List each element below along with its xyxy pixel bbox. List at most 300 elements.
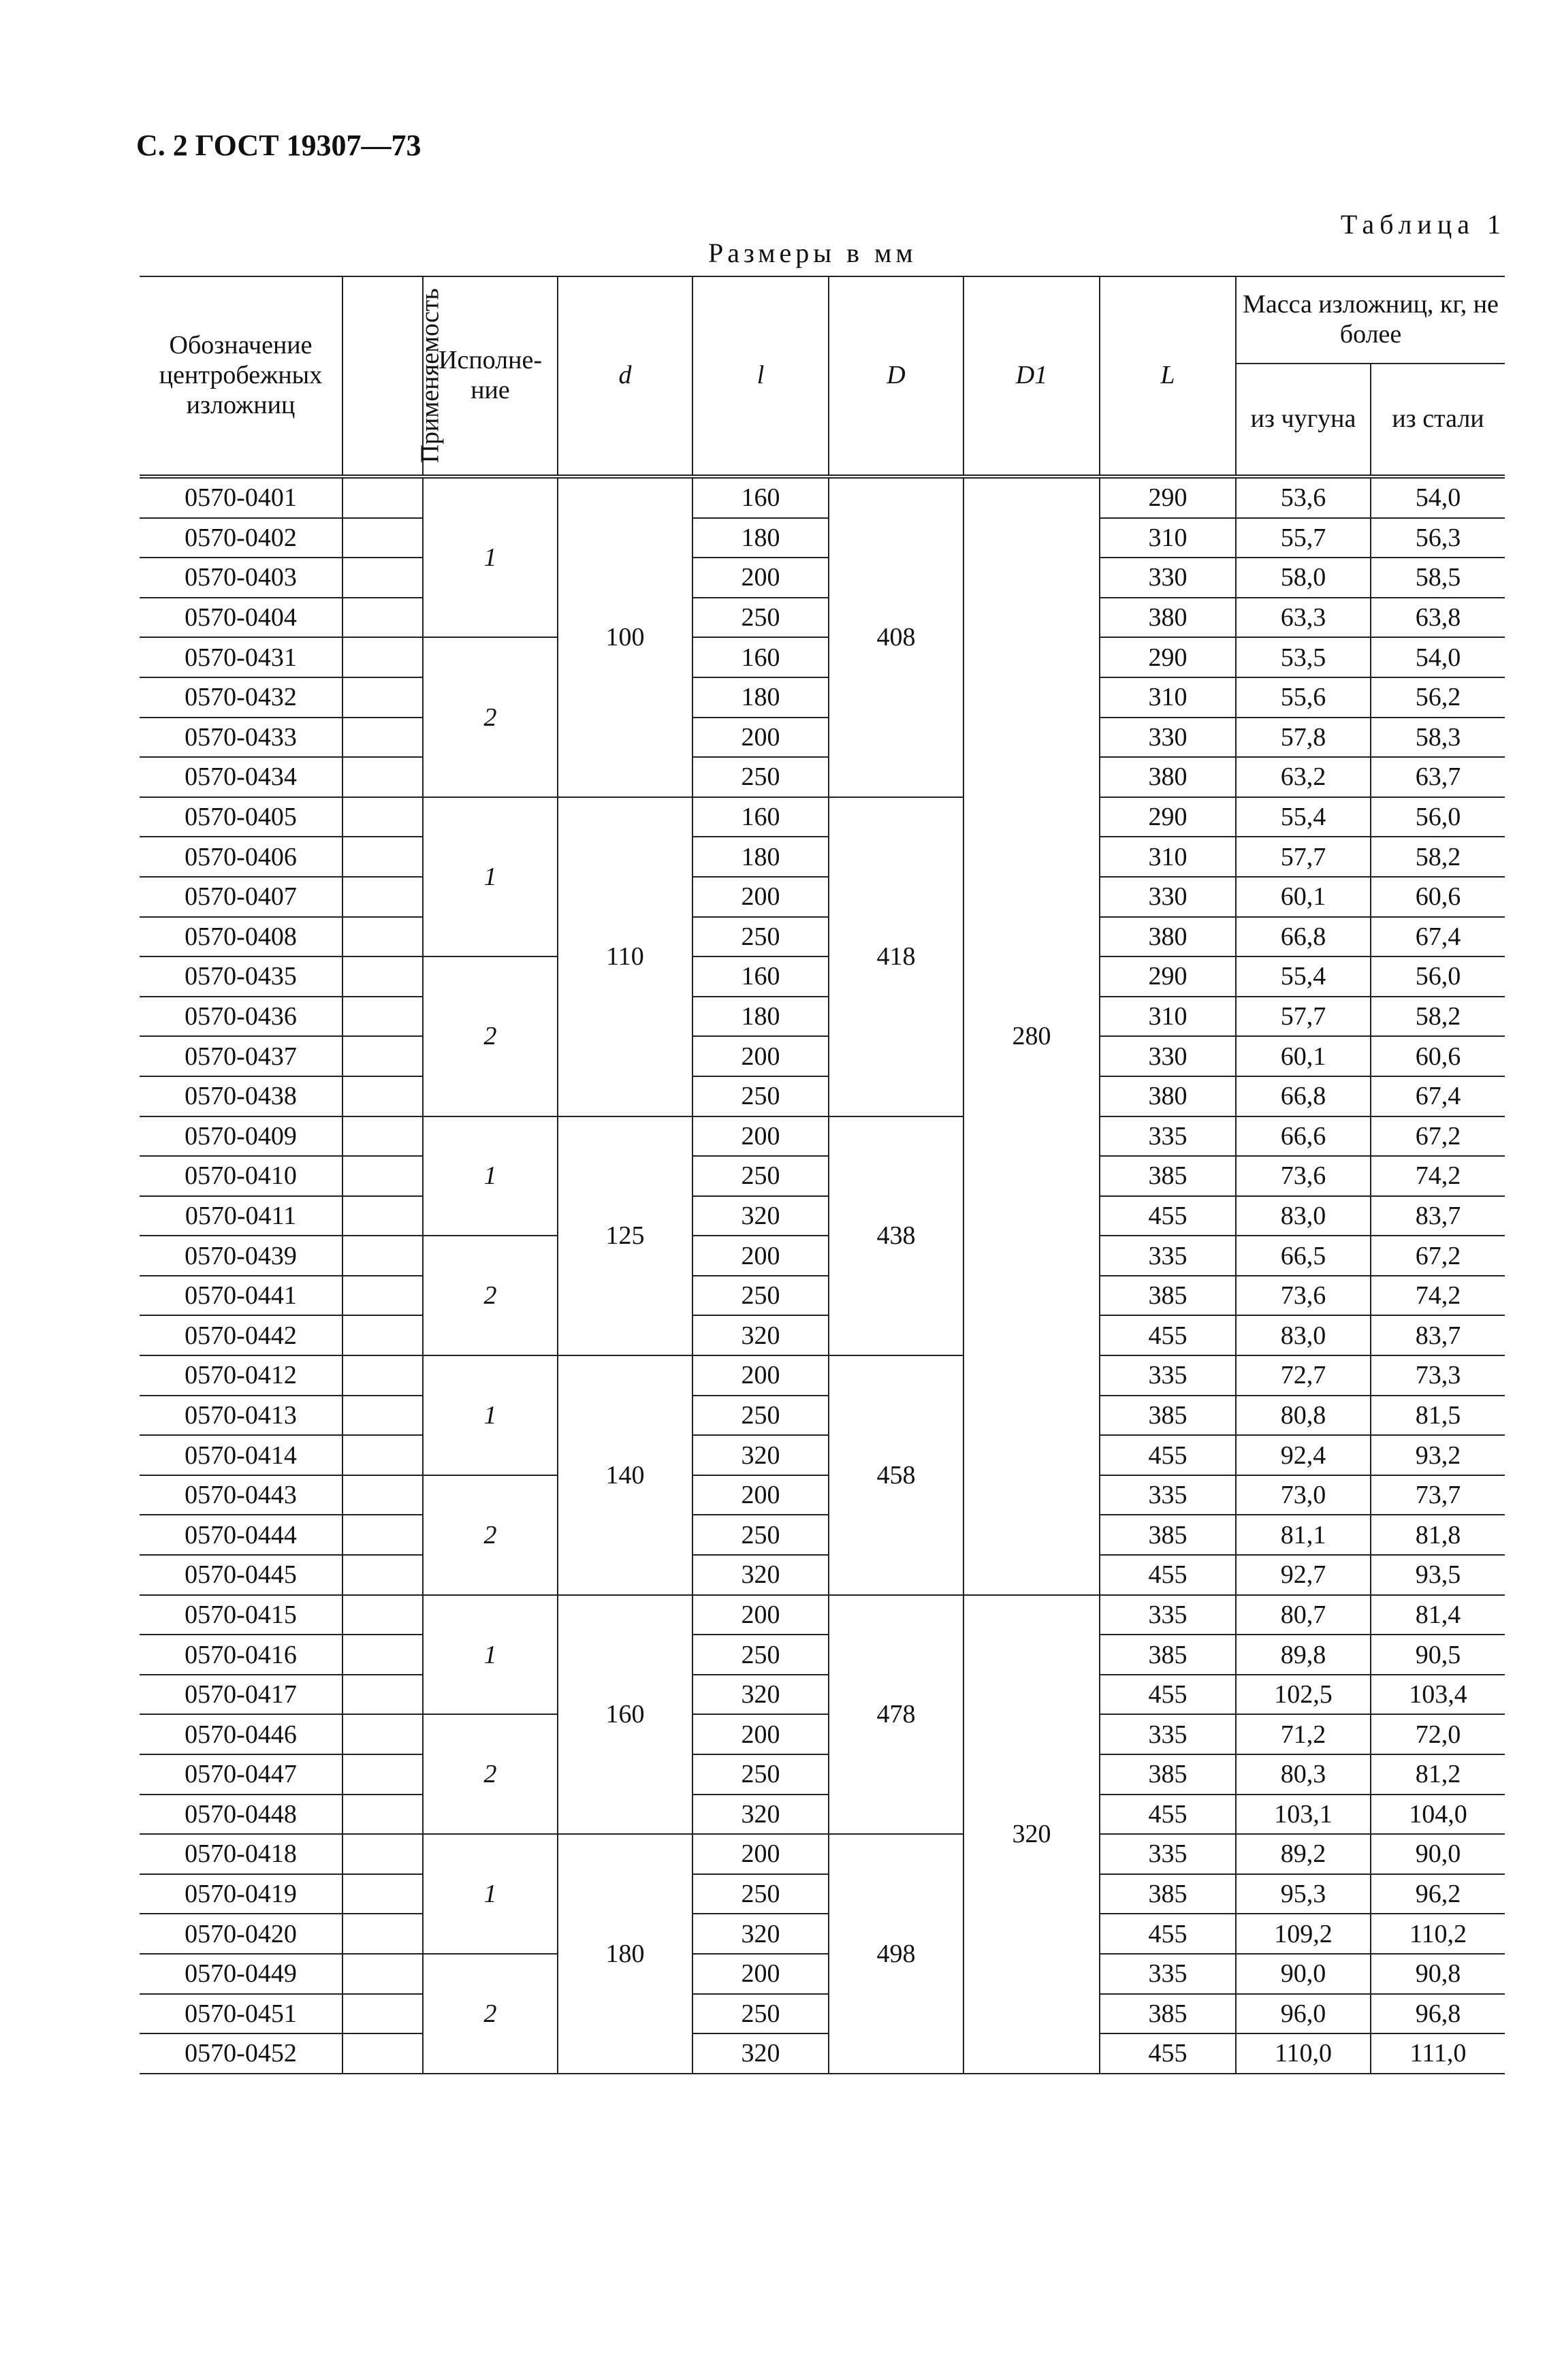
- L-cell: 385: [1100, 1396, 1236, 1436]
- l-cell: 200: [692, 1036, 829, 1076]
- applicability-cell: [342, 1315, 423, 1355]
- col-D: D: [829, 276, 963, 477]
- col-mass-steel: из стали: [1371, 364, 1505, 477]
- table-row: [140, 1156, 1505, 1196]
- mass-steel-cell: 104,0: [1371, 1795, 1505, 1835]
- table-row: [140, 1994, 1505, 2034]
- mass-iron-cell: 72,7: [1236, 1355, 1371, 1396]
- mass-steel-cell: 110,2: [1371, 1914, 1505, 1954]
- mass-iron-cell: 60,1: [1236, 1036, 1371, 1076]
- mass-iron-cell: 110,0: [1236, 2033, 1371, 2074]
- table-row: [140, 1714, 1505, 1754]
- table-row: [140, 757, 1505, 797]
- mass-iron-cell: 58,0: [1236, 558, 1371, 598]
- mass-steel-cell: 58,5: [1371, 558, 1505, 598]
- mass-steel-cell: 96,8: [1371, 1994, 1505, 2034]
- l-cell: 160: [692, 956, 829, 997]
- applicability-cell: [342, 598, 423, 638]
- d-cell: 110: [558, 797, 692, 1116]
- designation-cell: 0570-0433: [140, 718, 342, 758]
- L-cell: 310: [1100, 518, 1236, 558]
- applicability-cell: [342, 558, 423, 598]
- designation-cell: 0570-0416: [140, 1635, 342, 1675]
- designation-cell: 0570-0437: [140, 1036, 342, 1076]
- applicability-cell: [342, 1156, 423, 1196]
- table-label: Таблица 1: [1340, 209, 1506, 240]
- applicability-cell: [342, 797, 423, 837]
- L-cell: 335: [1100, 1236, 1236, 1276]
- mass-steel-cell: 67,4: [1371, 1076, 1505, 1116]
- applicability-cell: [342, 1116, 423, 1157]
- version-cell: 1: [423, 1116, 558, 1236]
- d-cell: 140: [558, 1355, 692, 1595]
- col-applicability: [342, 276, 445, 477]
- d-cell: 100: [558, 477, 692, 797]
- mass-iron-cell: 57,8: [1236, 718, 1371, 758]
- mass-steel-cell: 60,6: [1371, 877, 1505, 917]
- version-cell: 2: [423, 956, 558, 1116]
- mass-iron-cell: 71,2: [1236, 1714, 1371, 1754]
- L-cell: 455: [1100, 1795, 1236, 1835]
- mass-iron-cell: 66,8: [1236, 917, 1371, 957]
- mass-steel-cell: 58,3: [1371, 718, 1505, 758]
- designation-cell: 0570-0404: [140, 598, 342, 638]
- applicability-cell: [342, 1874, 423, 1914]
- L-cell: 455: [1100, 1315, 1236, 1355]
- l-cell: 200: [692, 558, 829, 598]
- l-cell: 200: [692, 718, 829, 758]
- mass-steel-cell: 73,7: [1371, 1475, 1505, 1515]
- L-cell: 385: [1100, 1994, 1236, 2034]
- L-cell: 335: [1100, 1475, 1236, 1515]
- mass-iron-cell: 92,7: [1236, 1555, 1371, 1595]
- designation-cell: 0570-0439: [140, 1236, 342, 1276]
- l-cell: 200: [692, 1475, 829, 1515]
- L-cell: 335: [1100, 1355, 1236, 1396]
- table-row: [140, 1795, 1505, 1835]
- table-row: [140, 1515, 1505, 1555]
- applicability-cell: [342, 1355, 423, 1396]
- l-cell: 200: [692, 1834, 829, 1874]
- table-row: [140, 598, 1505, 638]
- L-cell: 385: [1100, 1874, 1236, 1914]
- applicability-cell: [342, 1914, 423, 1954]
- applicability-cell: [342, 1076, 423, 1116]
- mass-steel-cell: 81,4: [1371, 1595, 1505, 1635]
- mass-steel-cell: 103,4: [1371, 1675, 1505, 1715]
- designation-cell: 0570-0405: [140, 797, 342, 837]
- table-row: [140, 1555, 1505, 1595]
- mass-steel-cell: 67,2: [1371, 1116, 1505, 1157]
- designation-cell: 0570-0432: [140, 677, 342, 718]
- L-cell: 330: [1100, 1036, 1236, 1076]
- applicability-cell: [342, 1435, 423, 1475]
- table-row: [140, 1874, 1505, 1914]
- applicability-cell: [342, 1515, 423, 1555]
- applicability-cell: [342, 1675, 423, 1715]
- table-row: [140, 1475, 1505, 1515]
- applicability-cell: [342, 637, 423, 677]
- designation-cell: 0570-0442: [140, 1315, 342, 1355]
- L-cell: 290: [1100, 797, 1236, 837]
- l-cell: 320: [692, 1435, 829, 1475]
- l-cell: 320: [692, 1675, 829, 1715]
- l-cell: 250: [692, 1994, 829, 2034]
- mass-iron-cell: 80,8: [1236, 1396, 1371, 1436]
- designation-cell: 0570-0438: [140, 1076, 342, 1116]
- applicability-cell: [342, 1834, 423, 1874]
- mass-iron-cell: 55,6: [1236, 677, 1371, 718]
- table-row: [140, 1076, 1505, 1116]
- D-cell: 418: [829, 797, 963, 1116]
- mass-steel-cell: 81,8: [1371, 1515, 1505, 1555]
- mass-steel-cell: 54,0: [1371, 637, 1505, 677]
- L-cell: 290: [1100, 956, 1236, 997]
- L-cell: 380: [1100, 757, 1236, 797]
- table-row: [140, 837, 1505, 877]
- designation-cell: 0570-0418: [140, 1834, 342, 1874]
- L-cell: 310: [1100, 837, 1236, 877]
- designation-cell: 0570-0411: [140, 1196, 342, 1236]
- table-row: [140, 997, 1505, 1037]
- applicability-cell: [342, 1754, 423, 1795]
- mass-steel-cell: 90,8: [1371, 1954, 1505, 1994]
- applicability-cell: [342, 877, 423, 917]
- mass-steel-cell: 74,2: [1371, 1276, 1505, 1316]
- L-cell: 335: [1100, 1714, 1236, 1754]
- mass-iron-cell: 95,3: [1236, 1874, 1371, 1914]
- table-row: [140, 2033, 1505, 2074]
- table-row: [140, 1834, 1505, 1874]
- version-cell: 1: [423, 797, 558, 956]
- L-cell: 385: [1100, 1156, 1236, 1196]
- col-d: d: [558, 276, 692, 477]
- applicability-cell: [342, 1994, 423, 2034]
- l-cell: 250: [692, 1156, 829, 1196]
- mass-iron-cell: 66,6: [1236, 1116, 1371, 1157]
- L-cell: 380: [1100, 598, 1236, 638]
- version-cell: 2: [423, 1954, 558, 2074]
- mass-steel-cell: 74,2: [1371, 1156, 1505, 1196]
- col-mass-iron: из чугуна: [1236, 364, 1371, 477]
- page-title: С. 2 ГОСТ 19307—73: [136, 129, 421, 162]
- mass-iron-cell: 55,4: [1236, 956, 1371, 997]
- l-cell: 250: [692, 1754, 829, 1795]
- l-cell: 320: [692, 1196, 829, 1236]
- mass-steel-cell: 60,6: [1371, 1036, 1505, 1076]
- designation-cell: 0570-0413: [140, 1396, 342, 1436]
- mass-steel-cell: 56,3: [1371, 518, 1505, 558]
- mass-iron-cell: 53,6: [1236, 477, 1371, 518]
- applicability-cell: [342, 518, 423, 558]
- designation-cell: 0570-0441: [140, 1276, 342, 1316]
- D1-cell: 320: [963, 1595, 1100, 2074]
- col-l: l: [692, 276, 829, 477]
- applicability-cell: [342, 718, 423, 758]
- table-row: [140, 1914, 1505, 1954]
- table-row: [140, 1954, 1505, 1994]
- mass-iron-cell: 73,6: [1236, 1276, 1371, 1316]
- mass-iron-cell: 63,2: [1236, 757, 1371, 797]
- L-cell: 385: [1100, 1635, 1236, 1675]
- applicability-cell: [342, 2033, 423, 2074]
- designation-cell: 0570-0414: [140, 1435, 342, 1475]
- L-cell: 330: [1100, 558, 1236, 598]
- mass-iron-cell: 80,3: [1236, 1754, 1371, 1795]
- table-row: [140, 1754, 1505, 1795]
- applicability-cell: [342, 757, 423, 797]
- mass-steel-cell: 93,2: [1371, 1435, 1505, 1475]
- l-cell: 250: [692, 1396, 829, 1436]
- l-cell: 320: [692, 2033, 829, 2074]
- L-cell: 380: [1100, 917, 1236, 957]
- l-cell: 250: [692, 598, 829, 638]
- designation-cell: 0570-0408: [140, 917, 342, 957]
- mass-steel-cell: 63,7: [1371, 757, 1505, 797]
- mass-steel-cell: 83,7: [1371, 1196, 1505, 1236]
- applicability-cell: [342, 677, 423, 718]
- D-cell: 458: [829, 1355, 963, 1595]
- table-row: [140, 477, 1505, 518]
- mass-iron-cell: 109,2: [1236, 1914, 1371, 1954]
- designation-cell: 0570-0431: [140, 637, 342, 677]
- version-cell: 1: [423, 1595, 558, 1715]
- table-row: [140, 956, 1505, 997]
- table-body: [140, 477, 1505, 2074]
- units-caption: Размеры в мм: [708, 238, 917, 268]
- mass-iron-cell: 66,8: [1236, 1076, 1371, 1116]
- designation-cell: 0570-0419: [140, 1874, 342, 1914]
- L-cell: 385: [1100, 1754, 1236, 1795]
- L-cell: 335: [1100, 1954, 1236, 1994]
- mass-iron-cell: 73,0: [1236, 1475, 1371, 1515]
- mass-steel-cell: 56,0: [1371, 956, 1505, 997]
- mass-steel-cell: 56,2: [1371, 677, 1505, 718]
- L-cell: 455: [1100, 1555, 1236, 1595]
- L-cell: 330: [1100, 877, 1236, 917]
- d-cell: 160: [558, 1595, 692, 1835]
- l-cell: 180: [692, 837, 829, 877]
- mass-steel-cell: 56,0: [1371, 797, 1505, 837]
- L-cell: 335: [1100, 1595, 1236, 1635]
- L-cell: 455: [1100, 1914, 1236, 1954]
- designation-cell: 0570-0401: [140, 477, 342, 518]
- l-cell: 320: [692, 1795, 829, 1835]
- applicability-cell: [342, 1795, 423, 1835]
- L-cell: 385: [1100, 1276, 1236, 1316]
- L-cell: 455: [1100, 1675, 1236, 1715]
- designation-cell: 0570-0406: [140, 837, 342, 877]
- designation-cell: 0570-0443: [140, 1475, 342, 1515]
- mass-iron-cell: 60,1: [1236, 877, 1371, 917]
- table-row: [140, 877, 1505, 917]
- version-cell: 2: [423, 1714, 558, 1834]
- designation-cell: 0570-0452: [140, 2033, 342, 2074]
- applicability-cell: [342, 917, 423, 957]
- mass-iron-cell: 57,7: [1236, 837, 1371, 877]
- version-cell: 1: [423, 1355, 558, 1475]
- designation-cell: 0570-0436: [140, 997, 342, 1037]
- mass-steel-cell: 81,5: [1371, 1396, 1505, 1436]
- mass-steel-cell: 96,2: [1371, 1874, 1505, 1914]
- mass-iron-cell: 83,0: [1236, 1315, 1371, 1355]
- applicability-cell: [342, 1036, 423, 1076]
- D1-cell: 280: [963, 477, 1100, 1595]
- table-row: [140, 917, 1505, 957]
- applicability-cell: [342, 1475, 423, 1515]
- D-cell: 408: [829, 477, 963, 797]
- l-cell: 320: [692, 1315, 829, 1355]
- table-row: [140, 1635, 1505, 1675]
- L-cell: 310: [1100, 677, 1236, 718]
- l-cell: 250: [692, 1874, 829, 1914]
- table-row: [140, 797, 1505, 837]
- D-cell: 438: [829, 1116, 963, 1356]
- mass-steel-cell: 81,2: [1371, 1754, 1505, 1795]
- l-cell: 200: [692, 1355, 829, 1396]
- l-cell: 180: [692, 518, 829, 558]
- designation-cell: 0570-0449: [140, 1954, 342, 1994]
- mass-steel-cell: 67,2: [1371, 1236, 1505, 1276]
- mass-iron-cell: 80,7: [1236, 1595, 1371, 1635]
- table-row: [140, 718, 1505, 758]
- version-cell: 2: [423, 1236, 558, 1355]
- l-cell: 200: [692, 877, 829, 917]
- designation-cell: 0570-0417: [140, 1675, 342, 1715]
- mass-steel-cell: 90,5: [1371, 1635, 1505, 1675]
- mass-steel-cell: 90,0: [1371, 1834, 1505, 1874]
- L-cell: 455: [1100, 1435, 1236, 1475]
- l-cell: 160: [692, 477, 829, 518]
- table-row: [140, 1396, 1505, 1436]
- mass-iron-cell: 73,6: [1236, 1156, 1371, 1196]
- designation-cell: 0570-0447: [140, 1754, 342, 1795]
- designation-cell: 0570-0451: [140, 1994, 342, 2034]
- L-cell: 380: [1100, 1076, 1236, 1116]
- table-row: [140, 558, 1505, 598]
- table-row: [140, 637, 1505, 677]
- designation-cell: 0570-0402: [140, 518, 342, 558]
- L-cell: 330: [1100, 718, 1236, 758]
- mass-steel-cell: 83,7: [1371, 1315, 1505, 1355]
- mass-steel-cell: 93,5: [1371, 1555, 1505, 1595]
- mass-steel-cell: 72,0: [1371, 1714, 1505, 1754]
- applicability-cell: [342, 1396, 423, 1436]
- mass-steel-cell: 63,8: [1371, 598, 1505, 638]
- l-cell: 250: [692, 1276, 829, 1316]
- L-cell: 290: [1100, 637, 1236, 677]
- col-mass: Масса изложниц, кг, не более: [1236, 276, 1505, 364]
- designation-cell: 0570-0445: [140, 1555, 342, 1595]
- mass-iron-cell: 89,2: [1236, 1834, 1371, 1874]
- table-row: [140, 518, 1505, 558]
- table-row: [140, 1315, 1505, 1355]
- designation-cell: 0570-0435: [140, 956, 342, 997]
- L-cell: 385: [1100, 1515, 1236, 1555]
- mass-iron-cell: 83,0: [1236, 1196, 1371, 1236]
- mass-steel-cell: 58,2: [1371, 997, 1505, 1037]
- designation-cell: 0570-0403: [140, 558, 342, 598]
- mass-steel-cell: 67,4: [1371, 917, 1505, 957]
- l-cell: 200: [692, 1714, 829, 1754]
- version-cell: 1: [423, 477, 558, 637]
- mass-iron-cell: 66,5: [1236, 1236, 1371, 1276]
- version-cell: 2: [423, 637, 558, 797]
- applicability-cell: [342, 1276, 423, 1316]
- applicability-cell: [342, 1595, 423, 1635]
- designation-cell: 0570-0409: [140, 1116, 342, 1157]
- d-cell: 125: [558, 1116, 692, 1356]
- mass-steel-cell: 73,3: [1371, 1355, 1505, 1396]
- table-row: [140, 1276, 1505, 1316]
- table-row: [140, 1116, 1505, 1157]
- applicability-cell: [342, 956, 423, 997]
- l-cell: 250: [692, 917, 829, 957]
- applicability-cell: [342, 1196, 423, 1236]
- l-cell: 160: [692, 797, 829, 837]
- version-cell: 1: [423, 1834, 558, 1954]
- l-cell: 250: [692, 1515, 829, 1555]
- table-row: [140, 1036, 1505, 1076]
- table-row: [140, 1196, 1505, 1236]
- l-cell: 250: [692, 757, 829, 797]
- applicability-cell: [342, 1635, 423, 1675]
- dimensions-table: [140, 276, 1505, 2074]
- mass-steel-cell: 54,0: [1371, 477, 1505, 518]
- designation-cell: 0570-0446: [140, 1714, 342, 1754]
- mass-iron-cell: 96,0: [1236, 1994, 1371, 2034]
- l-cell: 250: [692, 1635, 829, 1675]
- mass-iron-cell: 92,4: [1236, 1435, 1371, 1475]
- l-cell: 180: [692, 677, 829, 718]
- table-row: [140, 1236, 1505, 1276]
- mass-steel-cell: 58,2: [1371, 837, 1505, 877]
- designation-cell: 0570-0420: [140, 1914, 342, 1954]
- l-cell: 200: [692, 1595, 829, 1635]
- l-cell: 180: [692, 997, 829, 1037]
- l-cell: 200: [692, 1954, 829, 1994]
- applicability-cell: [342, 1555, 423, 1595]
- L-cell: 455: [1100, 2033, 1236, 2074]
- mass-iron-cell: 90,0: [1236, 1954, 1371, 1994]
- mass-iron-cell: 53,5: [1236, 637, 1371, 677]
- mass-iron-cell: 55,4: [1236, 797, 1371, 837]
- designation-cell: 0570-0410: [140, 1156, 342, 1196]
- applicability-cell: [342, 1236, 423, 1276]
- col-applicability-label: Применяемость: [415, 288, 445, 464]
- l-cell: 320: [692, 1555, 829, 1595]
- col-L: L: [1100, 276, 1236, 477]
- mass-iron-cell: 63,3: [1236, 598, 1371, 638]
- l-cell: 200: [692, 1116, 829, 1157]
- mass-iron-cell: 55,7: [1236, 518, 1371, 558]
- applicability-cell: [342, 837, 423, 877]
- applicability-cell: [342, 1954, 423, 1994]
- col-designation: Обозначение центробежных изложниц: [140, 276, 342, 477]
- L-cell: 455: [1100, 1196, 1236, 1236]
- D-cell: 478: [829, 1595, 963, 1835]
- table-row: [140, 677, 1505, 718]
- applicability-cell: [342, 477, 423, 518]
- mass-iron-cell: 102,5: [1236, 1675, 1371, 1715]
- L-cell: 335: [1100, 1116, 1236, 1157]
- l-cell: 250: [692, 1076, 829, 1116]
- L-cell: 335: [1100, 1834, 1236, 1874]
- L-cell: 310: [1100, 997, 1236, 1037]
- mass-iron-cell: 89,8: [1236, 1635, 1371, 1675]
- d-cell: 180: [558, 1834, 692, 2074]
- l-cell: 320: [692, 1914, 829, 1954]
